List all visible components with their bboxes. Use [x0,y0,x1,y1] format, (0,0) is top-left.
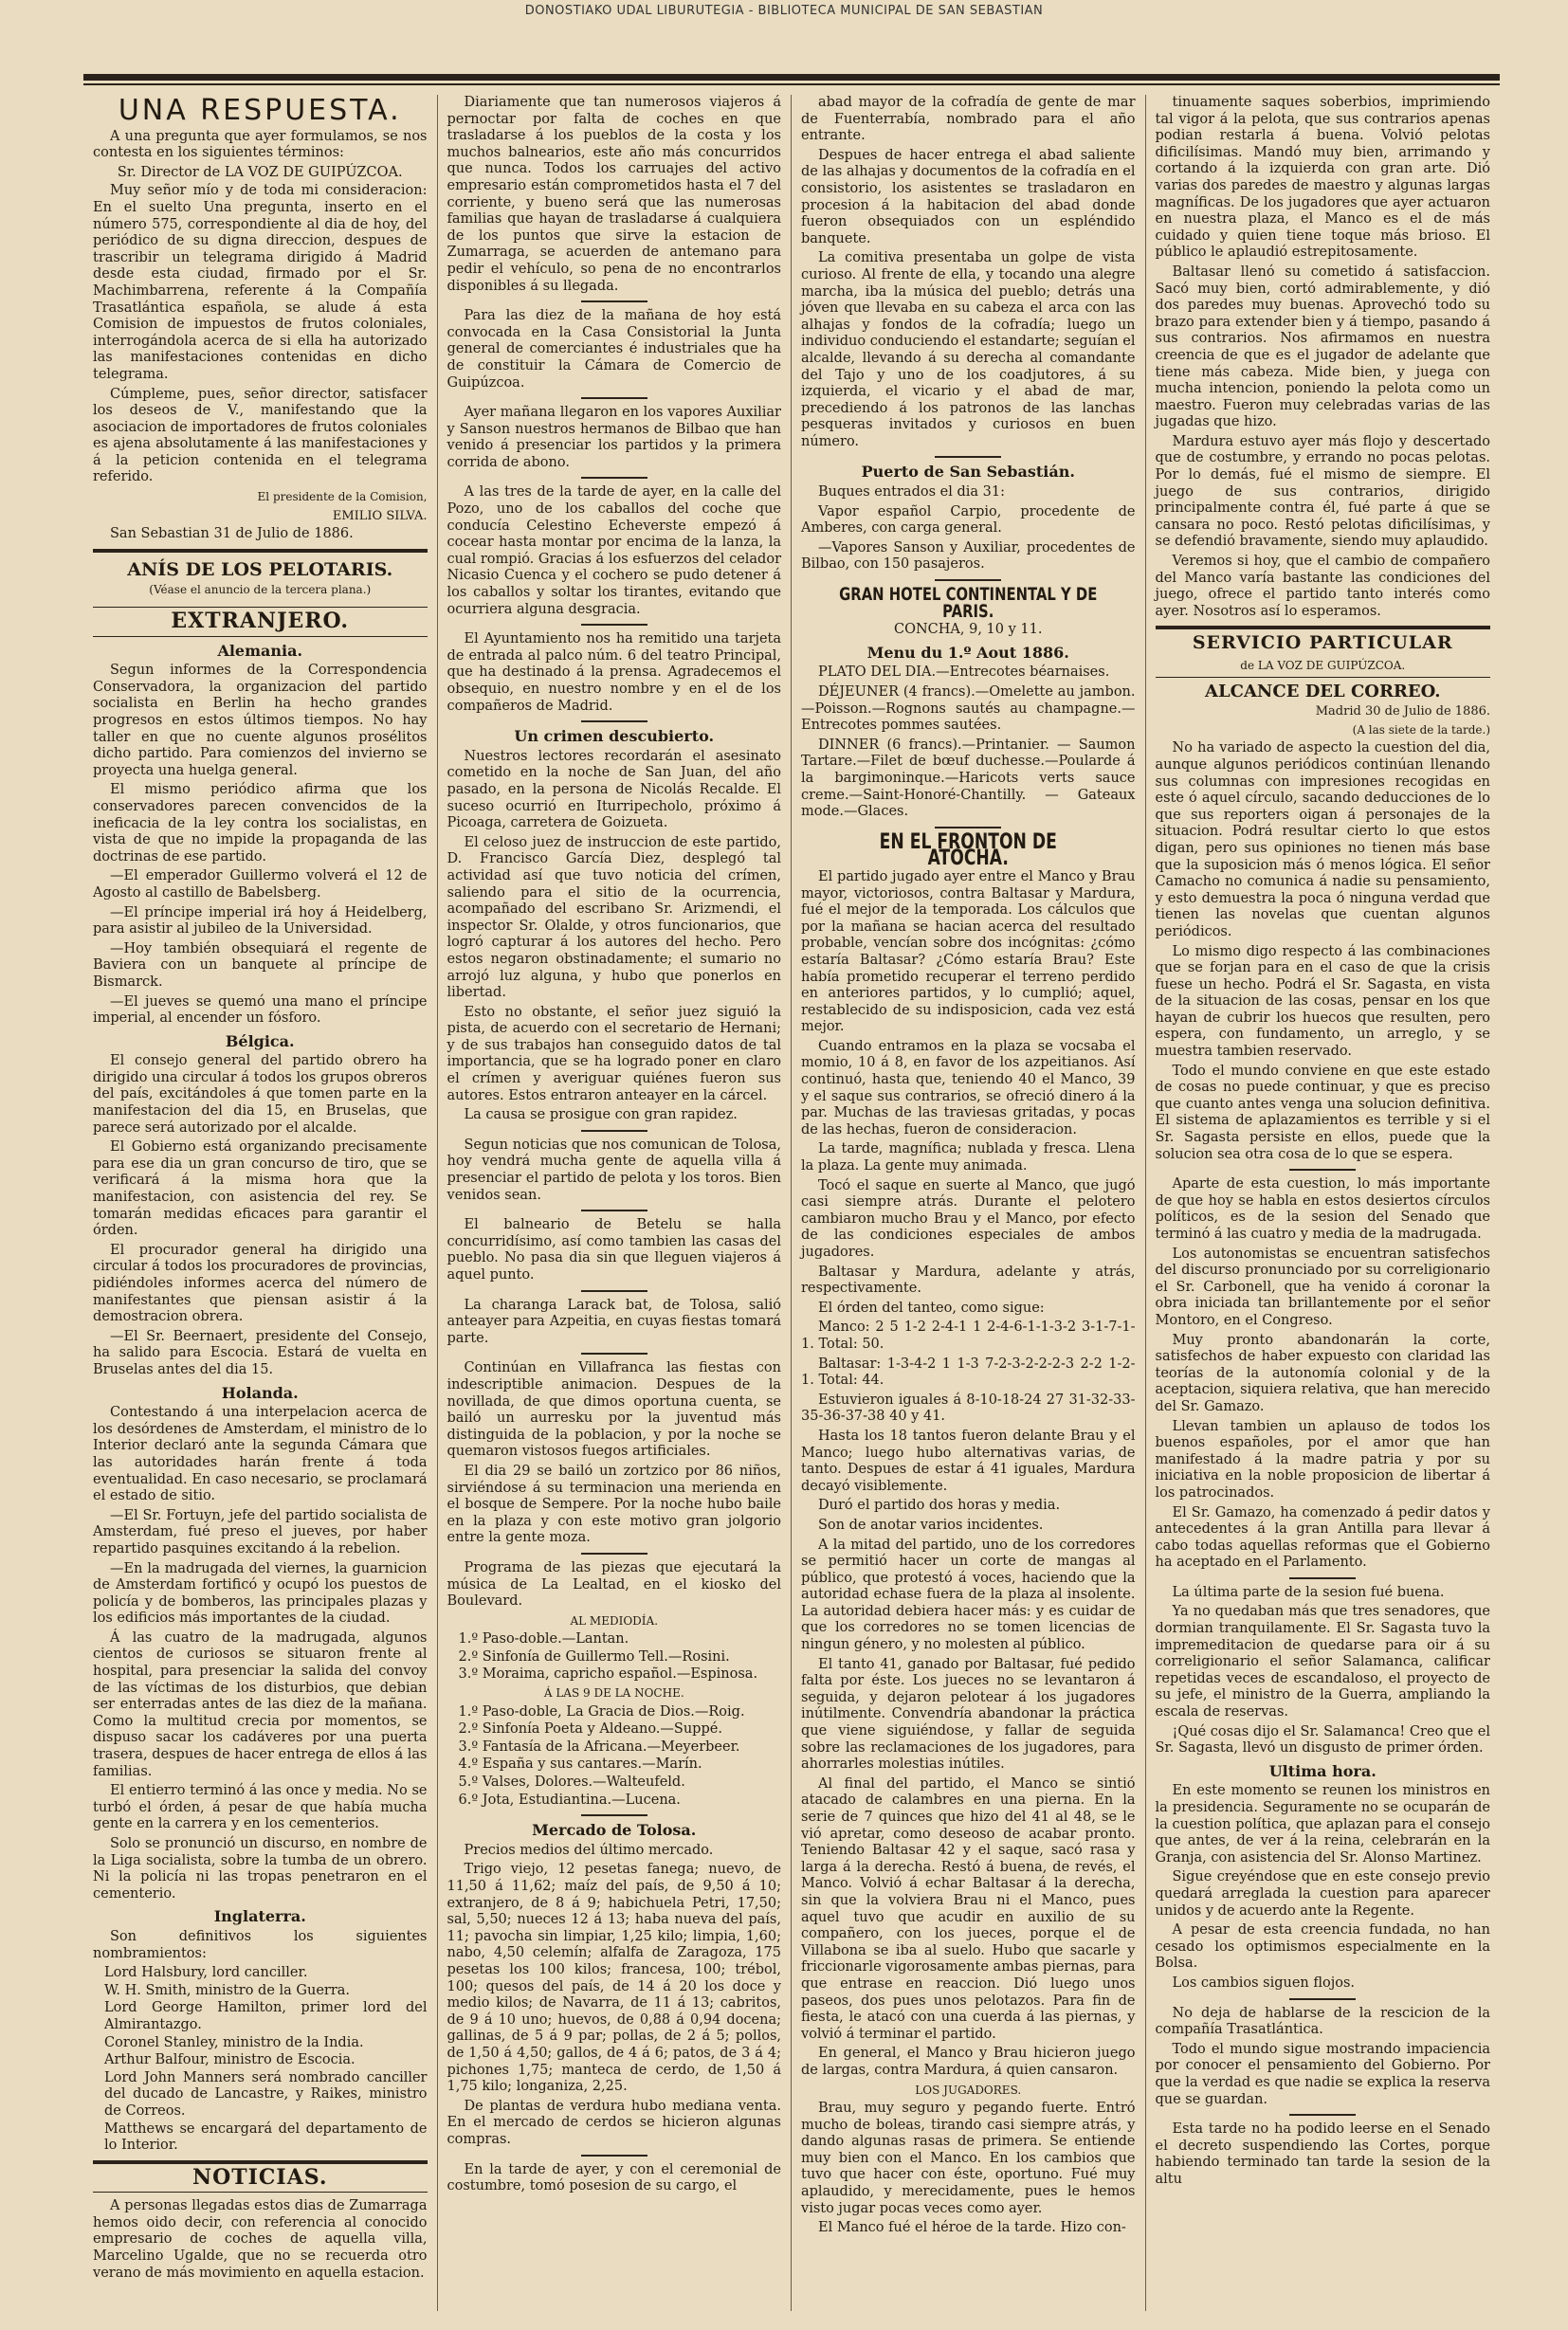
holanda-heading: Holanda. [221,1383,299,1402]
paragraph: Nuestros lectores recordarán el asesinato cometido en la noche de San Juan, del año pasado, en la persona de Nicolás Recalde. El suceso ocurrió en Iturripecholo, próximo á Picoaga, carretera de Goizueta. [447,748,781,831]
paragraph: De plantas de verdura hubo mediana venta. En el mercado de cerdos se hicieron algunas compras. [447,2098,781,2147]
divider [581,1553,647,1555]
holanda-text-3: —En la madrugada del viernes, la guarnicion de Amsterdam fortificó y ocupó los puestos de policía y de bomberos, las principales plazas y los edificios más importantes de la ciudad. [93,1560,428,1627]
mercado-heading: Mercado de Tolosa. [532,1821,697,1840]
list-item: 6.º Jota, Estudiantina.—Lucena. [458,1792,681,1808]
servicio-subtitle: de LA VOZ DE GUIPÚZCOA. [1240,659,1406,672]
paragraph: Baltasar y Mardura, adelante y atrás, respectivamente. [801,1264,1136,1297]
belgica-text-4: —El Sr. Beernaert, presidente del Consejo, ha salido para Escocia. Estará de vuelta en Bruselas antes del dia 15. [93,1328,428,1377]
paragraph: La última parte de la sesion fué buena. [1172,1584,1445,1600]
paragraph: Cuando entramos en la plaza se vocsaba el momio, 10 á 8, en favor de los azpeitianos. Así continuó, hasta que, teniendo 40 el Manco, 39 y el saque sus contrarios, se ofreció dinero á la par. Muchas de las traviesas gritadas, y pocas de las hechas, fueron de consideracion. [801,1038,1136,1138]
paragraph: El Ayuntamiento nos ha remitido una tarjeta de entrada al palco núm. 6 del teatro Principal, que ha destinado á la prensa. Agradecemos el obsequio, en nuestro nombre y en el de los compañeros de Madrid. [447,631,781,714]
mediodia-heading: AL MEDIODÍA. [570,1613,659,1628]
paragraph: El Sr. Gamazo, ha comenzado á pedir datos y antecedentes á la gran Antilla para llevar á cabo todas aquellas reformas que el Gobierno ha aceptado en el Parlamento. [1155,1504,1490,1571]
paragraph: Llevan tambien un aplauso de todos los buenos españoles, por el amor que han manifestado á la madre patria y por su iniciativa en la noble proposicion de libertar á los patrocinados. [1155,1418,1490,1501]
respuesta-title: UNA RESPUESTA. [118,95,402,127]
alemania-text-3: —El emperador Guillermo volverá el 12 de Agosto al castillo de Babelsberg. [93,868,428,901]
column-2 [438,95,793,2311]
alcance-time: (A las siete de la tarde.) [1352,722,1490,737]
archive-masthead: DONOSTIAKO UDAL LIBURUTEGIA - BIBLIOTECA MUNICIPAL DE SAN SEBASTIAN [524,4,1044,18]
paragraph: Tocó el saque en suerte al Manco, que jugó casi siempre atrás. Durante el pelotero cambiaron mucho Brau y el Manco, por efecto de las condiciones especiales de ambos jugadores. [801,1177,1136,1260]
respuesta-date: San Sebastian 31 de Julio de 1886. [110,526,354,542]
servicio-title: SERVICIO PARTICULAR [1192,632,1453,654]
divider [581,397,647,399]
paragraph: Hasta los 18 tantos fueron delante Brau y el Manco; luego hubo alternativas varias, de tanto. Despues de estar á 41 iguales, Mardura decayó visiblemente. [801,1428,1136,1494]
divider [935,827,1001,828]
alemania-text-5: —Hoy también obsequiará el regente de Baviera con un banquete al príncipe de Bismarck. [93,940,428,990]
divider [581,1353,647,1355]
paragraph: En la tarde de ayer, y con el ceremonial de costumbre, tomó posesion de su cargo, el [447,2161,781,2194]
paragraph: Mardura estuvo ayer más flojo y descertado que de costumbre, y errando no pocas pelotas. Por lo demás, fué el mismo de siempre. El juego de sus contrarios, dirigido principalmente contra él, fué parte á que se cansara no poco. Restó pelotas dificilísimas, y se defendió bravamente, siendo muy aplaudido. [1155,433,1490,550]
divider [93,636,428,637]
paragraph: La tarde, magnífica; nublada y fresca. Llena la plaza. La gente muy animada. [801,1141,1136,1174]
paragraph: Esto no obstante, el señor juez siguió la pista, de acuerdo con el secretario de Hernani; y de sus trabajos han conseguido datos de tal importancia, que se ha logrado poner en claro el crímen y averiguar quiénes fueron sus autores. Estos entraron anteayer en la cárcel. [447,1004,781,1103]
menu-title: Menu du 1.º Aout 1886. [866,643,1069,662]
jugadores-heading: LOS JUGADORES. [915,2083,1022,2097]
divider [93,2160,428,2164]
noticias-title: NOTICIAS. [191,2164,328,2190]
paragraph: Todo el mundo conviene en que este estado de cosas no puede continuar, y que es preciso que cuanto antes venga una solucion definitiva. El sistema de aplazamientos es terrible y si el Sr. Sagasta persiste en ellos, puede que la solucion sea otra cosa de lo que se espera. [1155,1063,1490,1162]
paragraph: No deja de hablarse de la rescicion de la compañía Trasatlántica. [1155,2005,1490,2038]
paragraph: Esta tarde no ha podido leerse en el Senado el decreto suspendiendo las Cortes, porque habiendo terminado tan tarde la sesion de la altu [1155,2121,1490,2187]
paragraph: La causa se prosigue con gran rapidez. [464,1107,738,1123]
puerto-heading: Puerto de San Sebastián. [861,463,1075,482]
inglaterra-list [93,1965,428,2155]
crimen-heading: Un crimen descubierto. [514,727,715,746]
list-item: 2.º Sinfonía de Guillermo Tell.—Rosini. [458,1648,730,1665]
respuesta-body-2: Cúmpleme, pues, señor director, satisfacer los deseos de V., manifestando que la asociacion de importadores de frutos coloniales es ajena absolutamente á las manifestaciones y á la peticion contenida en el telegrama referido. [93,386,428,485]
alcance-date: Madrid 30 de Julio de 1886. [1315,704,1490,719]
hotel-address: CONCHA, 9, 10 y 11. [894,622,1043,638]
list-item: Lord Halsbury, lord canciller. [104,1965,308,1981]
paragraph: Estuvieron iguales á 8-10-18-24 27 31-32-33-35-36-37-38 40 y 41. [801,1392,1136,1425]
paragraph: Lo mismo digo respecto á las combinaciones que se forjan para en el caso de que la crisis fuese un hecho. Podrá el Sr. Sagasta, en vista de la situacion de las cosas, pensar en los que hayan de cubrir los huecos que resulten, pero espera, con fundamento, un arreglo, y se muestra tambien reservado. [1155,943,1490,1060]
top-rule-thin [83,83,1500,85]
paragraph: En general, el Manco y Brau hicieron juego de largas, contra Mardura, á quien cansaron. [801,2046,1136,2078]
paragraph: El Manco fué el héroe de la tarde. Hizo con- [818,2220,1126,2236]
divider [1156,677,1491,678]
holanda-text-5: El entierro terminó á las once y media. No se turbó el órden, á pesar de que había mucha gente en la carrera y en los cementerios. [93,1783,428,1832]
list-item: 3.º Fantasía de la Africana.—Meyerbeer. [458,1738,740,1755]
respuesta-signature-role: El presidente de la Comision, [257,490,428,504]
list-item: 3.º Moraima, capricho español.—Espinosa. [458,1666,758,1683]
belgica-text-3: El procurador general ha dirigido una circular á todos los procuradores de provincias, pidiéndoles informes acerca del número de manifestantes que piensan asistir á la demostracion obrera. [93,1242,428,1325]
hotel-title: GRAN HOTEL CONTINENTAL Y DE PARIS. [839,584,1098,622]
divider [581,1210,647,1211]
list-item: 4.º España y sus cantares.—Marín. [458,1757,702,1773]
paragraph: El dia 29 se bailó un zortzico por 86 niños, sirviéndose á su terminacion una merienda en el bosque de Sempere. Por la noche hubo baile en la plaza y con este motivo gran jolgorio entre la gente moza. [447,1463,781,1546]
list-item: 1.º Paso-doble, La Gracia de Dios.—Roig. [458,1703,745,1720]
holanda-text-6: Solo se pronunció un discurso, en nombre de la Liga socialista, sobre la tumba de un obrero. Ni la policía ni las tropas penetraron en el cementerio. [93,1836,428,1902]
respuesta-intro: A una pregunta que ayer formulamos, se nos contesta en los siguientes términos: [93,128,428,161]
list-item: Arthur Balfour, ministro de Escocia. [104,2052,356,2068]
divider [935,456,1001,458]
inglaterra-heading: Inglaterra. [213,1907,306,1926]
paragraph: A pesar de esta creencia fundada, no han cesado los optimismos especialmente en la Bolsa. [1155,1922,1490,1972]
column-3 [792,95,1146,2311]
paragraph: Buques entrados el dia 31: [818,484,1005,501]
paragraph: ¡Qué cosas dijo el Sr. Salamanca! Creo que el Sr. Sagasta, llevó un disgusto de primer órden. [1155,1723,1490,1757]
paragraph: El balneario de Betelu se halla concurridísimo, así como tambien las casas del pueblo. No pasa dia sin que lleguen viajeros á aquel punto. [447,1217,781,1283]
extranjero-title: EXTRANJERO. [171,609,350,634]
divider [1289,1998,1356,2000]
belgica-text: El consejo general del partido obrero ha dirigido una circular á todos los grupos obreros del país, excitándoles á que tomen parte en la manifestacion del dia 15, en Bruselas, que parece será autorizado por el alcalde. [93,1053,428,1136]
paragraph: Continúan en Villafranca las fiestas con indescriptible animacion. Despues de la novillada, de que dimos oportuna cuenta, se bailó un aurresku por la juventud más distinguida de la poblacion, y por la noche se quemaron vistosos fuegos artificiales. [447,1360,781,1460]
noche-heading: Á LAS 9 DE LA NOCHE. [543,1686,684,1701]
paragraph: Muy pronto abandonarán la corte, satisfechos de haber expuesto con claridad las teorías de la autonomía colonial y de la aceptacion, siquiera relativa, que han merecido del Sr. Gamazo. [1155,1332,1490,1414]
paragraph: Trigo viejo, 12 pesetas fanega; nuevo, de 11,50 á 11,62; maíz del país, de 9,50 á 10; extranjero, de 8 á 9; habichuela Petri, 17,50; sal, 5,50; nueces 12 á 13; haba nueva del país, 11; pavocha sin limpiar, 1,25 kilo; limpia, 1,60; nabo, 4,50 celemín; alfalfa de Zaragoza, 175 pesetas los 100 kilos; francesa, 100; trébol, 100; quesos del país, de 14 á 20 los doce y medio kilos; de Navarra, de 11 á 13; cabritos, de 9 á 10 uno; huevos, de 0,88 á 0,94 docena; gallinas, de 5 á 9 par; pollas, de 2 á 5; pollos, de 1,50 á 4,50; gallos, de 4 á 6; patos, de 3 á 4; pichones 1,75; manteca de cerdo, de 1,50 á 1,75 kilo; longaniza, 2,25. [447,1862,781,2095]
paragraph: tinuamente saques soberbios, imprimiendo tal vigor á la pelota, que sus contrarios apenas podian restarla á buena. Volvió pelotas dificilísimas. Mandó muy bien, arrimando y cortando á la izquierda con gran arte. Dió varias dos paredes de maestro y algunas largas magníficas. De los jugadores que ayer actuaron en nuestra plaza, el Manco es el de más cuidado y quien tiene toque más brioso. El público le aplaudió estrepitosamente. [1155,95,1490,261]
list-item: 5.º Valses, Dolores.—Walteufeld. [458,1775,685,1791]
belgica-heading: Bélgica. [225,1031,295,1050]
divider [935,579,1001,581]
alemania-text-4: —El príncipe imperial irá hoy á Heidelberg, para asistir al jubileo de la Universidad. [93,904,428,937]
divider [1289,2114,1356,2116]
newspaper-columns [83,95,1500,2311]
paragraph: A la mitad del partido, uno de los corredores se permitió hacer un corte de mangas al público, que protestó á voces, haciendo que la autoridad echase fuera de la plaza al insolente. La autoridad debiera hacer más: y es cuidar de que los corredores no se tomen licencias de ningun género, y no molesten al público. [801,1537,1136,1653]
paragraph: Duró el partido dos horas y media. [818,1498,1061,1514]
list-item: Coronel Stanley, ministro de la India. [104,2034,364,2050]
divider [581,2155,647,2157]
paragraph: Sigue creyéndose que en este consejo previo quedará arreglada la cuestion para aparecer unidos y de acuerdo ante la Regente. [1155,1869,1490,1919]
paragraph: Diariamente que tan numerosos viajeros á pernoctar por falta de coches en que trasladarse á los pueblos de la costa y los muchos balnearios, este año más concurridos que nunca. Todos los carruajes del activo empresario están comprometidos hasta el 7 del corriente, y bueno será que las numerosas familias que hayan de trasladarse á cualquiera de los puntos que sirve la estacion de Zumarraga, se acuerden de antemano para pedir el vehículo, so pena de no encontrarlos disponibles á su llegada. [447,95,781,294]
noticias-text: A personas llegadas estos dias de Zumarraga hemos oido decir, con referencia al conocido empresario de coches de aquella villa, Marcelino Ugalde, que no se recuerda otro verano de más movimiento en aquella estacion. [93,2198,428,2281]
top-rule [83,74,1500,81]
paragraph: La comitiva presentaba un golpe de vista curioso. Al frente de ella, y tocando una alegre marcha, iba la música del pueblo; detrás una jóven que llevaba en su cabeza el arca con las alhajas y fondos de la cofradía; luego un individuo conduciendo el estandarte; seguían el alcalde, llevando á su derecha al comandante del Tajo y uno de los coadjutores, á su izquierda, el vicario y el abad de mar, precediendo á los patronos de las lanchas pesqueras invitados y curiosos en buen número. [801,250,1136,449]
paragraph: A las tres de la tarde de ayer, en la calle del Pozo, uno de los caballos del coche que conducía Celestino Echeverste empezó á cocear hasta montar por encima de la lanza, la cual rompió. Gracias á los esfuerzos del celador Nicasio Cuenca y el cochero se pudo detener á los caballos y soltar los tirantes, evitando que ocurriera alguna desgracia. [447,484,781,617]
paragraph: Para las diez de la mañana de hoy está convocada en la Casa Consistorial la Junta general de comerciantes é industriales que ha de constituir la Cámara de Comercio de Guipúzcoa. [447,308,781,391]
holanda-text: Contestando á una interpelacion acerca de los desórdenes de Amsterdam, el ministro de lo Interior declaró ante la segunda Cámara que las autoridades harán frente á toda eventualidad. En caso necesario, se proclamará el estado de sitio. [93,1405,428,1504]
paragraph: El partido jugado ayer entre el Manco y Brau mayor, victoriosos, contra Baltasar y Mardura, fué el mejor de la temporada. Los cálculos que por la mañana se hacian acerca del resultado probable, vencían sobre dos incógnitas: ¿cómo estaría Baltasar? ¿Cómo estaría Brau? Este había prometido recuperar el terreno perdido en anteriores partidos, y lo cumplió; aquel, restablecido de su indisposicion, cada vez está mejor. [801,868,1136,1035]
paragraph: En este momento se reunen los ministros en la presidencia. Seguramente no se ocuparán de la cuestion política, que aplazan para el consejo que antes, de ver á la reina, celebrarán en la Granja, con asistencia del Sr. Alonso Martinez. [1155,1783,1490,1866]
column-1 [83,95,438,2311]
paragraph: Los autonomistas se encuentran satisfechos del discurso pronunciado por su correligionario el Sr. Carbonell, que ha venido á coronar la obra iniciada tan brillantemente por el señor Montoro, en el Congreso. [1155,1246,1490,1328]
paragraph: Precios medios del último mercado. [464,1842,714,1858]
paragraph: DINNER (6 francs).—Printanier. — Saumon Tartare.—Filet de bœuf duchesse.—Poularde á la bargimoninque.—Haricots verts sauce creme.—Saint-Honoré-Chantilly. — Gateaux mode.—Glaces. [801,737,1136,820]
paragraph: Programa de las piezas que ejecutará la música de La Lealtad, en el kiosko del Boulevard. [447,1559,781,1610]
paragraph: Manco: 2 5 1-2 2-4-1 1 2-4-6-1-1-3-2 3-1-7-1-1. Total: 50. [801,1320,1136,1352]
paragraph: Brau, muy seguro y pegando fuerte. Entró mucho de boleas, tirando casi siempre atrás, y dando algunas rasas de primera. Se entiende muy bien con el Manco. En los cambios que tuvo que hacer con éste, oportuno. Fué muy aplaudido, y merecidamente, pues le hemos visto jugar pocas veces como ayer. [801,2101,1136,2216]
column-4 [1146,95,1501,2311]
paragraph: abad mayor de la cofradía de gente de mar de Fuenterrabía, nombrado para el año entrante. [801,95,1136,144]
divider [581,477,647,479]
list-item: 2.º Sinfonía Poeta y Aldeano.—Suppé. [458,1721,722,1738]
paragraph: No ha variado de aspecto la cuestion del dia, aunque algunos periódicos continúan llenando sus columnas con impresiones recogidas en este ó aquel círculo, sacando deducciones de lo que sus reporters oigan á personajes de la situacion. Podrá resultar cierto lo que estos digan, pero sus opiniones no tienen más base que la suposicion más ó menos lógica. El señor Camacho no comunica á nadie su pensamiento, y esto demuestra la poca ó ninguna verdad que tienen las novelas que cuentan algunos periódicos. [1155,740,1490,939]
paragraph: El tanto 41, ganado por Baltasar, fué pedido falta por éste. Los jueces no se levantaron á seguida, y dejaron pelotear á los jugadores inútilmente. Convendría abandonar la práctica que viene siguiéndose, y fallar de seguida sobre las reclamaciones de los jugadores, para ahorrarles molestias inútiles. [801,1656,1136,1773]
paragraph: Ayer mañana llegaron en los vapores Auxiliar y Sanson nuestros hermanos de Bilbao que han venido á presenciar los partidos y la primera corrida de abono. [447,405,781,470]
ultima-hora-heading: Ultima hora. [1268,1761,1377,1780]
divider [581,1130,647,1132]
divider [581,1814,647,1816]
paragraph: Baltasar llenó su cometido á satisfaccion. Sacó muy bien, cortó admirablemente, y dió dos paredes muy buenas. Aprovechó todo su brazo para extender bien y á tiempo, pasando á sus contrarios. Nos afirmamos en nuestra creencia de que es el jugador de adelante que tiene más cabeza. Mide bien, y juega con mucha intencion, poniendo la pelota como un maestro. Fueron muy celebradas varias de las jugadas que hizo. [1155,264,1490,430]
paragraph: Los cambios siguen flojos. [1172,1975,1356,1991]
list-item: Matthews se encargará del departamento de lo Interior. [104,2121,428,2154]
program-list-night [447,1704,782,1810]
divider [93,2192,428,2193]
paragraph: —Vapores Sanson y Auxiliar, procedentes de Bilbao, con 150 pasajeros. [801,539,1136,573]
divider [581,300,647,302]
paragraph: La charanga Larack bat, de Tolosa, salió anteayer para Azpeitia, en cuyas fiestas tomará parte. [447,1297,781,1346]
respuesta-signature-name: EMILIO SILVA. [332,508,428,523]
divider [581,1290,647,1292]
anis-title: ANÍS DE LOS PELOTARIS. [127,558,393,580]
paragraph: El celoso juez de instruccion de este partido, D. Francisco García Diez, desplegó tal actividad así que tuvo noticia del crímen, saliendo para el sitio de la ocurrencia, acompañado del escribano Sr. Arizmendi, el inspector Sr. Olalde, y otros funcionarios, que logró capturar á los autores del hecho. Pero estos negaron obstinadamente; el sumario no arrojó luz alguna, y hubo que ponerlos en libertad. [447,834,781,1001]
respuesta-body: Muy señor mío y de toda mi consideracion: En el suelto Una pregunta, inserto en el número 575, correspondiente al dia de hoy, del periódico de su digna direccion, despues de trascribir un telegrama dirigido á Madrid desde esta ciudad, firmado por el Sr. Machimbarrena, referente á la Compañía Trasatlántica española, se alude á esta Comision de impuestos de frutos coloniales, interrogándola acerca de si ella ha autorizado las manifestaciones contenidas en dicho telegrama. [93,183,428,382]
paragraph: Despues de hacer entrega el abad saliente de las alhajas y documentos de la cofradía en el consistorio, los asistentes se trasladaron en procesion á la habitacion del abad donde fueron obsequiados con un espléndido banquete. [801,147,1136,246]
program-list-midday [447,1631,782,1684]
respuesta-to: Sr. Director de LA VOZ DE GUIPÚZCOA. [117,164,403,180]
list-item: Lord George Hamilton, primer lord del Almirantazgo. [104,2000,428,2032]
inglaterra-text: Son definitivos los siguientes nombramientos: [93,1928,428,1961]
fronton-title: EN EL FRONTON DE ATOCHA. [879,829,1057,871]
paragraph: Vapor español Carpio, procedente de Amberes, con carga general. [801,503,1136,537]
paragraph: Aparte de esta cuestion, lo más importante de que hoy se habla en estos desiertos círculos políticos, es de la sesion del Senado que terminó á las cuatro y media de la madrugada. [1155,1176,1490,1242]
paragraph: Todo el mundo sigue mostrando impaciencia por conocer el pensamiento del Gobierno. Por que la verdad es que nadie se explica la reserva que se guardan. [1155,2041,1490,2107]
alcance-title: ALCANCE DEL CORREO. [1205,681,1441,701]
holanda-text-4: Á las cuatro de la madrugada, algunos cientos de curiosos se situaron frente al hospital, para presenciar la salida del convoy de las víctimas de los disturbios, que debian ser enterradas antes de las diez de la mañana. Como la multitud crecia por momentos, se dispuso sacar los cadáveres por una puerta trasera, despues de hacer entrega de ellos á las familias. [93,1629,428,1779]
alemania-heading: Alemania. [217,641,303,660]
paragraph: Ya no quedaban más que tres senadores, que dormian tranquilamente. El Sr. Sagasta tuvo la impremeditacion de quedarse para oir á su correligionario el señor Salamanca, calificar repetidas veces de escandaloso, el proyecto de su jefe, el ministro de la Guerra, ampliando la escala de reservas. [1155,1604,1490,1720]
paragraph: Veremos si hoy, que el cambio de compañero del Manco varía bastante las condiciones del juego, ofrece el partido tanto interés como ayer. Nosotros así lo esperamos. [1155,554,1490,619]
divider [1156,626,1491,629]
alemania-text-2: El mismo periódico afirma que los conservadores parecen convencidos de la ineficacia de la ley contra los socialistas, en vista de que no impide la propaganda de las doctrinas de ese partido. [93,782,428,865]
divider [581,624,647,626]
list-item: Lord John Manners será nombrado canciller del ducado de Lancastre, y Raikes, ministro de Correos. [104,2069,428,2119]
list-item: W. H. Smith, ministro de la Guerra. [104,1982,351,1998]
paragraph: PLATO DEL DIA.—Entrecotes béarnaises. [818,664,1110,681]
paragraph: DÉJEUNER (4 francs).—Omelette au jambon.—Poisson.—Rognons sautés au champagne.—Entrecotes pommes sautées. [801,684,1136,734]
alemania-text: Segun informes de la Correspondencia Conservadora, la organizacion del partido socialista en Berlin ha hecho grandes progresos en estos últimos tiempos. No hay taller en que no cuente algunos prosélitos dicho partido. Para comienzos del invierno se proyecta una huelga general. [93,663,428,778]
alemania-text-6: —El jueves se quemó una mano el príncipe imperial, al encender un fósforo. [93,993,428,1027]
belgica-text-2: El Gobierno está organizando precisamente para ese dia un gran concurso de tiro, que se verificará á la misma hora que la manifestacion, con asistencia del rey. Se tomarán medidas eficaces para garantir el órden. [93,1139,428,1239]
anis-subtitle: (Véase el anuncio de la tercera plana.) [149,583,372,597]
divider [1289,1577,1356,1579]
anis-box [93,549,428,608]
list-item: 1.º Paso-doble.—Lantan. [458,1631,629,1647]
paragraph: Al final del partido, el Manco se sintió atacado de calambres en una pierna. En la serie de 7 quinces que hizo del 41 al 48, se le vió apretar, como deseoso de acabar pronto. Teniendo Baltasar 42 y el saque, sacó rasa y larga á la derecha. Restó á buena, de revés, el Manco. Volvió á echar Baltasar á la derecha, sin que la volviera Brau ni el Manco, pues aquel tuvo que acudir en auxilio de su compañero, con los jueces, porque el de Villabona se iba al suelo. Hubo que sacarle y friccionarle vigorosamente ambas piernas, para que entrase en reaccion. Dió luego unos paseos, dos pues unos pelotazos. Para fin de fiesta, le atacó con una cuerda á las piernas, y volvió á terminar el partido. [801,1775,1136,2042]
divider [1289,1169,1356,1171]
paragraph: Segun noticias que nos comunican de Tolosa, hoy vendrá mucha gente de aquella villa á presenciar el partido de pelota y los toros. Bien venidos sean. [447,1137,781,1203]
paragraph: Baltasar: 1-3-4-2 1 1-3 7-2-3-2-2-2-3 2-2 1-2-1. Total: 44. [801,1356,1136,1389]
paragraph: El órden del tanteo, como sigue: [818,1300,1045,1316]
holanda-text-2: —El Sr. Fortuyn, jefe del partido socialista de Amsterdam, fué preso el jueves, por haber repartido pasquines excitando á la rebelion. [93,1507,428,1556]
divider [581,720,647,722]
paragraph: Son de anotar varios incidentes. [818,1517,1044,1533]
